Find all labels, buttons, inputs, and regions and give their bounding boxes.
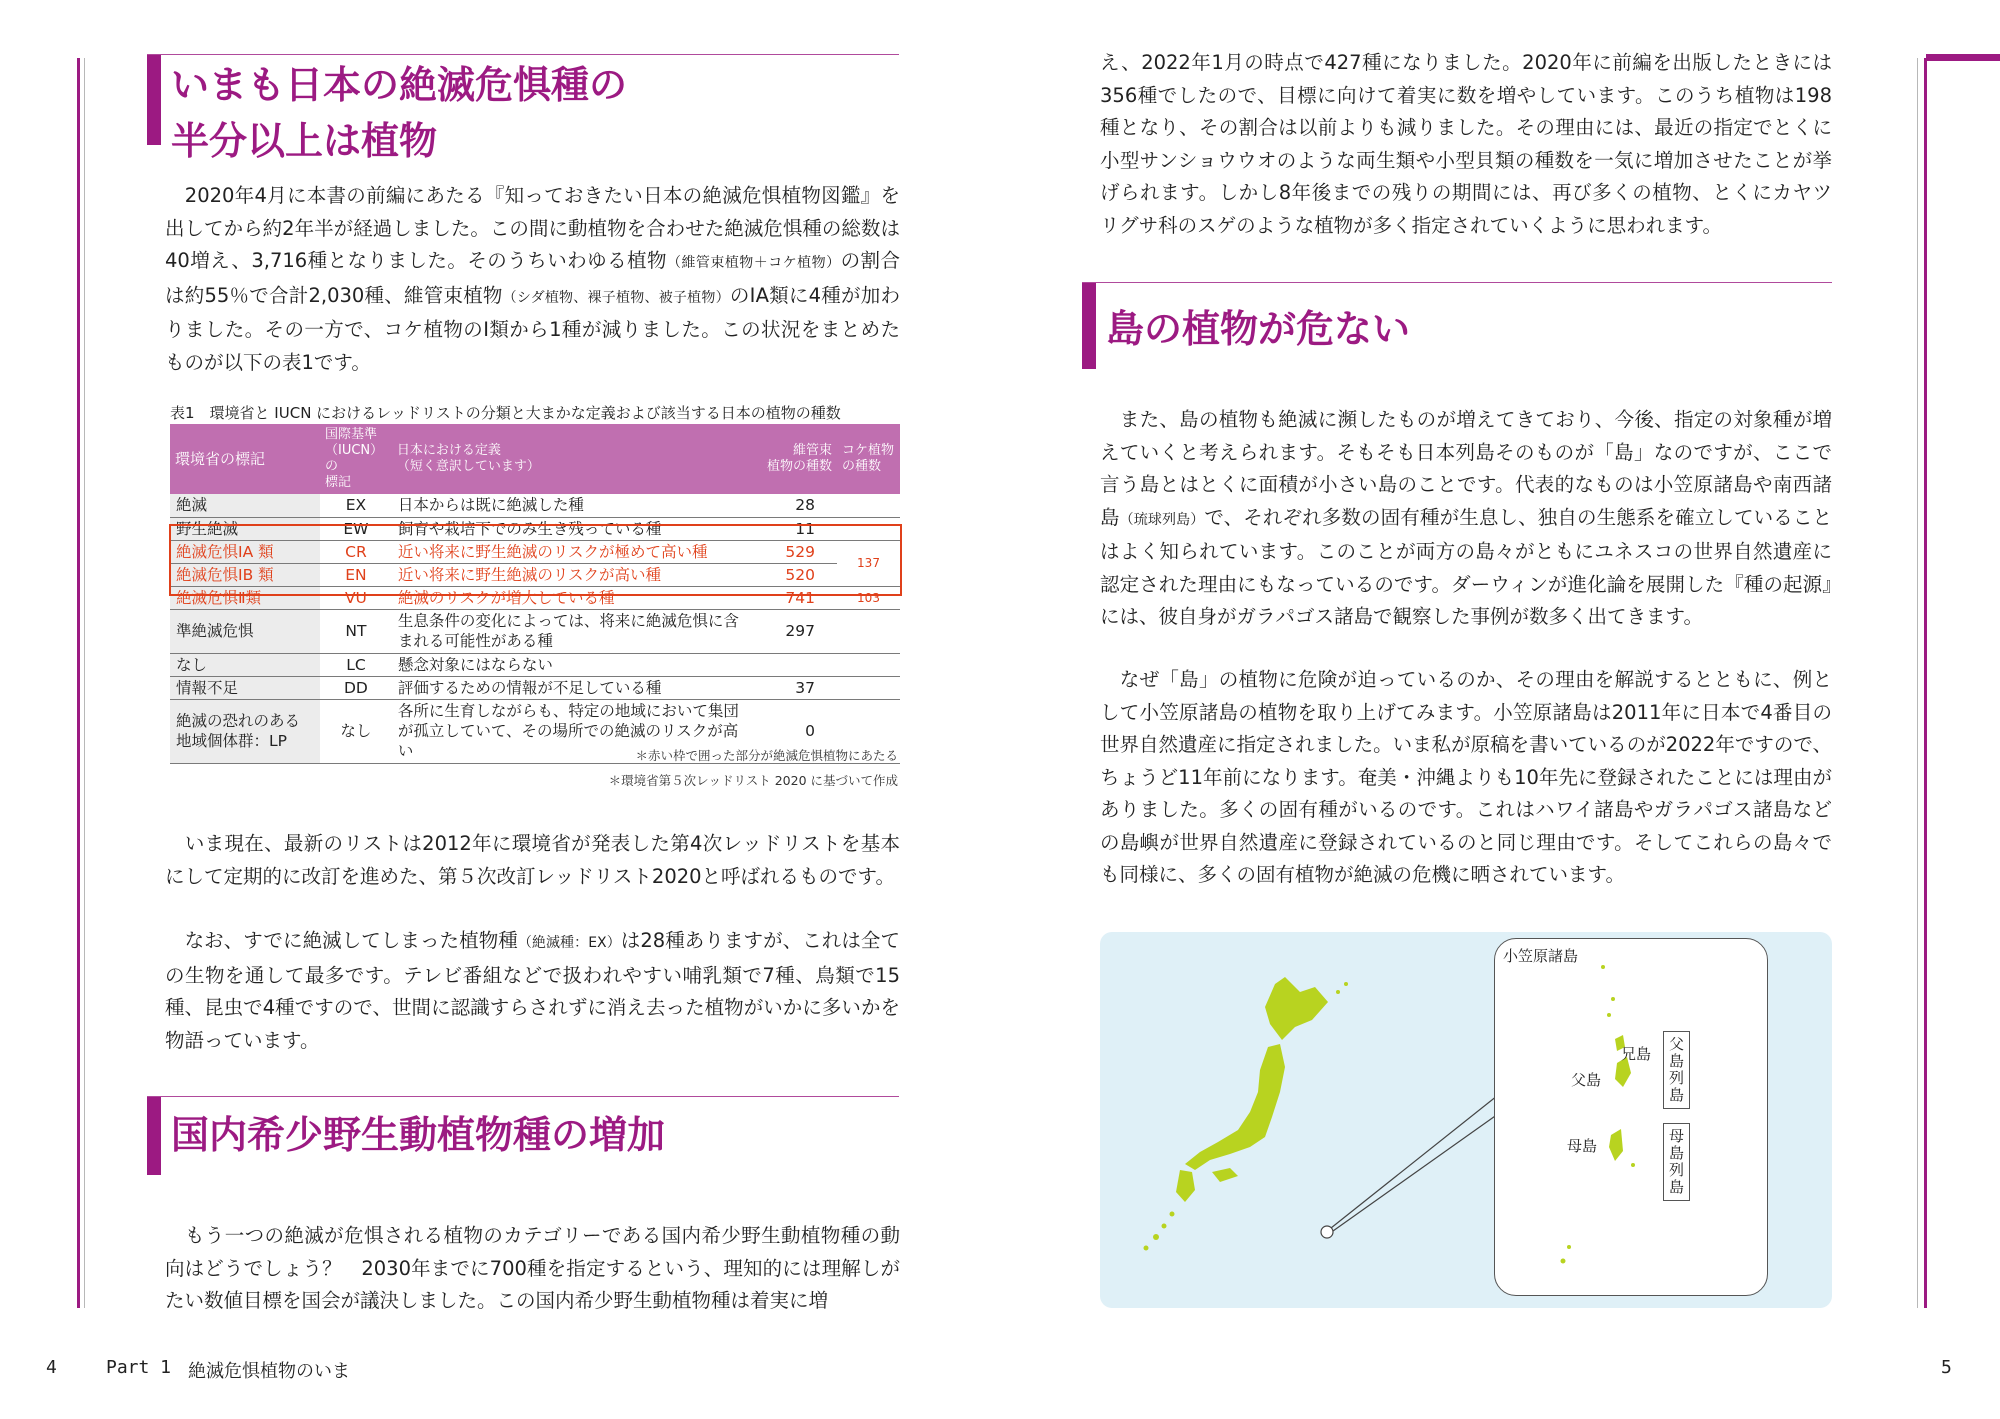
callout-line: [1331, 1084, 1512, 1228]
ogasawara-inset: [1494, 938, 1768, 1296]
heading-1-text: いまも日本の絶滅危惧種の 半分以上は植物: [171, 63, 628, 163]
table-row: なし LC 懸念対象にはならない: [170, 653, 900, 676]
island: [1607, 1013, 1611, 1017]
section-heading-right: [1082, 282, 1832, 369]
map-label-haha: 母島: [1567, 1137, 1598, 1155]
table-note-1: ＊赤い枠で囲った部分が絶滅危惧植物にあたる: [635, 748, 898, 763]
col-header: 環境省の標記: [170, 424, 320, 494]
table-note-2: ＊環境省第５次レッドリスト 2020 に基づいて作成: [608, 773, 898, 788]
right-margin-rule: [1924, 58, 1927, 1308]
table-row: 野生絶滅 EW 飼育や栽培下でのみ生き残っている種 11: [170, 517, 900, 540]
right-paragraph-1: え、2022年1月の時点で427種になりました。2020年に前編を出版したときには356種でしたので、目標に向けて着実に数を増やしています。このうち植物は198種となり、その割合は以前よりも減りました。その理由には、最近の指定でとくに小型サンショウウオのような両生類や小型貝類の種数を一気に増加させたことが挙げられます。しかし8年後までの残りの期間には、再び多くの植物、とくにカヤツリグサ科のスゲのような植物が多く指定されていくように思われます。: [1100, 51, 1832, 237]
right-paragraph-2: また、島の植物も絶滅に瀕したものが増えてきており、今後、指定の対象種が増えていくと考えられます。そもそも日本列島そのものが「島」なのですが、ここで言う島とはとくに面積が小さい島のことです。代表的なものは小笠原諸島や南西諸島（琉球列島）で、それぞれ多数の固有種が生息し、独自の生態系を確立していることはよく知られています。このことが両方の島々がともにユネスコの世界自然遺産に認定された理由にもなっているのです。ダーウィンが進化論を展開した『種の起源』には、彼自身がガラパゴス諸島で観察した事例が数多く出てきます。: [1100, 408, 1832, 628]
map-label-chichi-group: 父島列島: [1663, 1031, 1690, 1109]
kyushu-shape: [1176, 1170, 1195, 1202]
section-heading-2: [147, 1096, 899, 1175]
haha-island: [1609, 1129, 1623, 1161]
left-margin-rule-thin: [84, 58, 85, 1308]
top-right-tab: [1926, 54, 2000, 61]
page-number-right: 5: [1941, 1357, 1952, 1378]
table-caption: 表1 環境省と IUCN におけるレッドリストの分類と大まかな定義および該当する日本の植物の種数: [170, 404, 841, 422]
map-label-haha-group: 母島列島: [1663, 1123, 1690, 1201]
right-margin-rule-thin: [1917, 58, 1918, 1308]
honshu-shape: [1185, 1044, 1285, 1170]
kuril-island: [1344, 982, 1348, 986]
map-label-ani: 兄島: [1621, 1045, 1652, 1063]
kuril-island: [1336, 990, 1340, 994]
callout-line: [1333, 1114, 1498, 1231]
table-row: 絶滅危惧ⅠB 類 EN 近い将来に野生絶滅のリスクが高い種 520: [170, 563, 900, 586]
shikoku-shape: [1212, 1168, 1238, 1182]
hokkaido-shape: [1265, 977, 1328, 1040]
table-row: 絶滅危惧ⅠA 類 CR 近い将来に野生絶滅のリスクが極めて高い種 529 137: [170, 540, 900, 563]
nansei-island: [1144, 1246, 1149, 1251]
table-row: 準絶滅危惧 NT 生息条件の変化によっては、将来に絶滅危惧に含まれる可能性がある種 297: [170, 609, 900, 653]
ogasawara-map: [1100, 932, 1832, 1308]
table-row: 絶滅 EX 日本からは既に絶滅した種 28: [170, 494, 900, 517]
right-paragraph-3: なぜ「島」の植物に危険が迫っているのか、その理由を解説するとともに、例として小笠原諸島の植物を取り上げてみます。小笠原諸島は2011年に日本で4番目の世界自然遺産に指定されました。いま私が原稿を書いているのが2022年ですので、ちょうど11年前になります。奄美・沖縄よりも10年先に登録されたことには理由がありました。多くの固有種がいるのです。これはハワイ諸島やガラパゴス諸島などの島嶼が世界自然遺産に登録されているのと同じ理由です。そしてこれらの島々でも同様に、多くの固有植物が絶滅の危機に晒されています。: [1100, 668, 1832, 886]
col-header: 維管束 植物の種数: [748, 424, 837, 494]
map-label-chichi: 父島: [1571, 1071, 1602, 1089]
left-margin-rule: [77, 58, 80, 1308]
island: [1631, 1163, 1635, 1167]
nansei-island: [1153, 1234, 1159, 1240]
left-paragraph-1: 2020年4月に本書の前編にあたる『知っておきたい日本の絶滅危惧植物図鑑』を出してから約2年半が経過しました。この間に動植物を合わせた絶滅危惧種の総数は40増え、3,716種となりました。そのうちいわゆる植物（維管束植物＋コケ植物）の割合は約55％で合計2,030種、維管束植物（シダ植物、裸子植物、被子植物）のⅠA類に4種が加わりました。その一方で、コケ植物のⅠ類から1種が減りました。この状況をまとめたものが以下の表1です。: [165, 184, 900, 374]
endangered-highlight-box: [169, 524, 902, 596]
table-row: 絶滅危惧Ⅱ類 VU 絶滅のリスクが増大している種 741 103: [170, 586, 900, 609]
nansei-island: [1170, 1212, 1175, 1217]
col-header: 国際基準 （IUCN）の 標記: [320, 424, 392, 494]
heading-2-text: 国内希少野生動植物種の増加: [171, 1113, 666, 1157]
section-heading-1: [147, 54, 899, 163]
island: [1567, 1245, 1571, 1249]
left-paragraph-2: いま現在、最新のリストは2012年に環境省が発表した第4次レッドリストを基本にして定期的に改訂を進めた、第５次改訂レッドリスト2020と呼ばれるものです。: [165, 832, 900, 888]
table-row: 絶滅の恐れのある地域個体群：LP なし 各所に生育しながらも、特定の地域において集団が孤立していて、その場所での絶滅のリスクが高い 0: [170, 699, 900, 763]
island: [1561, 1259, 1566, 1264]
map-title-ogasawara: 小笠原諸島: [1503, 947, 1579, 965]
island: [1611, 997, 1615, 1001]
col-header: コケ植物 の種数: [837, 424, 900, 494]
table-row: 情報不足 DD 評価するための情報が不足している種 37: [170, 676, 900, 699]
island: [1601, 965, 1605, 969]
nansei-island: [1162, 1224, 1167, 1229]
left-paragraph-3: なお、すでに絶滅してしまった植物種（絶滅種：EX）は28種ありますが、これは全ての生物を通して最多です。テレビ番組などで扱われやすい哺乳類で7種、鳥類で15種、昆虫で4種ですので、世間に認識すらされずに消え去った植物がいかに多いかを物語っています。: [165, 929, 900, 1052]
ogasawara-islands-graphic: [1495, 939, 1767, 1295]
col-header: 日本における定義 （短く意訳しています）: [392, 424, 748, 494]
heading-right-text: 島の植物が危ない: [1106, 307, 1411, 351]
page-number-left: 4: [46, 1357, 57, 1378]
left-paragraph-4: もう一つの絶滅が危惧される植物のカテゴリーである国内希少野生動植物種の動向はどうでしょう？ 2030年までに700種を指定するという、理知的には理解しがたい数値目標を国会が議決しました。この国内希少野生動植物種は着実に増: [165, 1224, 900, 1312]
footer-section: 絶滅危惧植物のいま: [188, 1361, 350, 1382]
table-header-row: [170, 424, 900, 494]
footer-part: Part 1: [106, 1357, 172, 1378]
